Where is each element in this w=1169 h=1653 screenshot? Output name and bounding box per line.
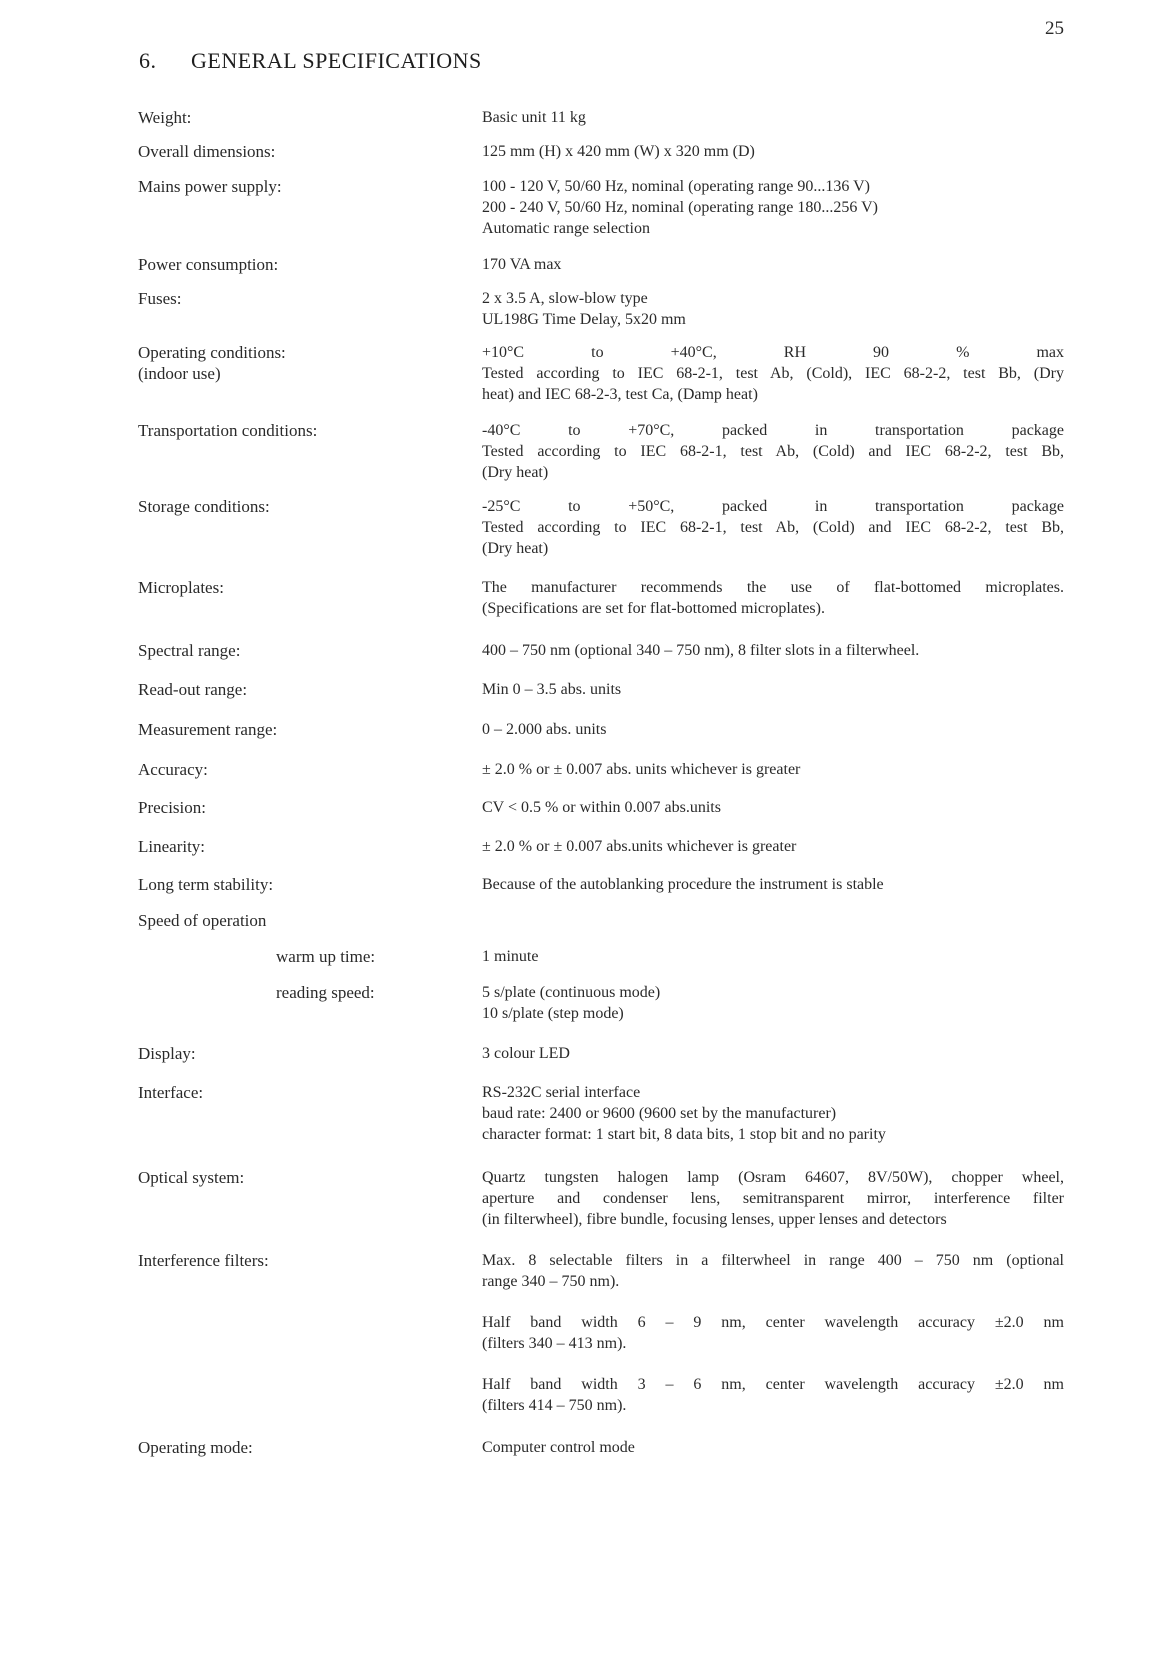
- spec-value-line: Tested according to IEC 68-2-1, test Ab, (Cold), IEC 68-2-2, test Bb, (Dry: [482, 365, 1064, 382]
- spec-value-line: Half band width 6 – 9 nm, center wavelength accuracy ±2.0 nm: [482, 1314, 1064, 1331]
- spec-label: Transportation conditions:: [138, 421, 318, 440]
- spec-value-line: The manufacturer recommends the use of flat-bottomed microplates.: [482, 579, 1064, 596]
- spec-value-line: character format: 1 start bit, 8 data bits, 1 stop bit and no parity: [482, 1126, 886, 1143]
- spec-value: [482, 107, 1064, 128]
- spec-label: Operating conditions: (indoor use): [138, 342, 438, 384]
- spec-value-line: RS-232C serial interface: [482, 1084, 641, 1101]
- spec-value-line: 125 mm (H) x 420 mm (W) x 320 mm (D): [482, 143, 755, 160]
- spec-label: Read-out range:: [138, 680, 248, 699]
- spec-label: Power consumption:: [138, 255, 279, 274]
- spec-sublabel: reading speed:: [276, 983, 375, 1002]
- spec-value-line: baud rate: 2400 or 9600 (9600 set by the manufacturer): [482, 1105, 837, 1122]
- spec-value-line: UL198G Time Delay, 5x20 mm: [482, 311, 686, 328]
- spec-value: [482, 288, 1064, 330]
- spec-value: [482, 1082, 1064, 1145]
- page-number: 25: [1045, 18, 1064, 39]
- spec-value-line: Automatic range selection: [482, 220, 650, 237]
- spec-value-line: 5 s/plate (continuous mode): [482, 984, 661, 1001]
- spec-value-line: aperture and condenser lens, semitransparent mirror, interference filter: [482, 1190, 1064, 1207]
- spec-value: [482, 1043, 1064, 1064]
- spec-label: Interference filters:: [138, 1251, 269, 1270]
- spec-sublabel: warm up time:: [276, 947, 376, 966]
- spec-value: [482, 496, 1064, 559]
- spec-value-line: Because of the autoblanking procedure the instrument is stable: [482, 876, 884, 893]
- spec-value: [482, 1437, 1064, 1458]
- spec-value: [482, 719, 1064, 740]
- spec-value: [482, 420, 1064, 483]
- spec-value-line: (Dry heat): [482, 464, 549, 481]
- spec-value: [482, 679, 1064, 700]
- spec-value-line: 3 colour LED: [482, 1045, 570, 1062]
- spec-value-line: 170 VA max: [482, 256, 562, 273]
- spec-label: Accuracy:: [138, 760, 208, 779]
- spec-value-line: Computer control mode: [482, 1439, 635, 1456]
- spec-label: Storage conditions:: [138, 497, 270, 516]
- spec-value-line: 1 minute: [482, 948, 539, 965]
- spec-value-line: CV < 0.5 % or within 0.007 abs.units: [482, 799, 721, 816]
- spec-label: Operating mode:: [138, 1438, 253, 1457]
- spec-value-line: (filters 414 – 750 nm).: [482, 1397, 627, 1414]
- spec-value: [482, 946, 1064, 967]
- spec-value: [482, 797, 1064, 818]
- spec-value-line: (in filterwheel), fibre bundle, focusing lenses, upper lenses and detectors: [482, 1211, 947, 1228]
- spec-label: Overall dimensions:: [138, 142, 276, 161]
- spec-value: [482, 342, 1064, 405]
- spec-label: Interface:: [138, 1083, 204, 1102]
- spec-value: [482, 577, 1064, 619]
- spec-value-line: Max. 8 selectable filters in a filterwheel in range 400 – 750 nm (optional: [482, 1252, 1064, 1269]
- spec-paragraph: [482, 1312, 1064, 1354]
- spec-value-line: Tested according to IEC 68-2-1, test Ab, (Cold) and IEC 68-2-2, test Bb,: [482, 519, 1064, 536]
- spec-value-line: 400 – 750 nm (optional 340 – 750 nm), 8 filter slots in a filterwheel.: [482, 642, 920, 659]
- spec-label: Linearity:: [138, 837, 206, 856]
- spec-value-line: 200 - 240 V, 50/60 Hz, nominal (operating range 180...256 V): [482, 199, 878, 216]
- spec-value: [482, 759, 1064, 780]
- spec-value-line: Quartz tungsten halogen lamp (Osram 64607, 8V/50W), chopper wheel,: [482, 1169, 1064, 1186]
- spec-label: Display:: [138, 1044, 196, 1063]
- spec-label: Weight:: [138, 108, 192, 127]
- spec-value: [482, 1250, 1064, 1416]
- spec-value-line: 10 s/plate (step mode): [482, 1005, 624, 1022]
- spec-value-line: 2 x 3.5 A, slow-blow type: [482, 290, 648, 307]
- spec-label: Fuses:: [138, 289, 182, 308]
- spec-value-line: range 340 – 750 nm).: [482, 1273, 620, 1290]
- spec-value: [482, 836, 1064, 857]
- spec-value: [482, 254, 1064, 275]
- spec-label: Measurement range:: [138, 720, 278, 739]
- spec-value: [482, 640, 1064, 661]
- spec-label-note: (indoor use): [138, 364, 221, 383]
- spec-label: Spectral range:: [138, 641, 241, 660]
- spec-value-line: 100 - 120 V, 50/60 Hz, nominal (operating range 90...136 V): [482, 178, 870, 195]
- spec-label: Speed of operation: [138, 911, 267, 930]
- spec-label: Mains power supply:: [138, 177, 282, 196]
- section-title: [139, 48, 482, 74]
- spec-value: [482, 141, 1064, 162]
- spec-value-line: heat) and IEC 68-2-3, test Ca, (Damp heat): [482, 386, 758, 403]
- spec-value: [482, 1167, 1064, 1230]
- spec-label: Microplates:: [138, 578, 224, 597]
- spec-value-line: ± 2.0 % or ± 0.007 abs. units whichever is greater: [482, 761, 801, 778]
- spec-value: [482, 176, 1064, 239]
- spec-value: [482, 874, 1064, 895]
- spec-value-line: ± 2.0 % or ± 0.007 abs.units whichever is greater: [482, 838, 797, 855]
- spec-value-line: Tested according to IEC 68-2-1, test Ab, (Cold) and IEC 68-2-2, test Bb,: [482, 443, 1064, 460]
- spec-paragraph: [482, 1374, 1064, 1416]
- spec-label: Optical system:: [138, 1168, 245, 1187]
- spec-value-line: -40°C to +70°C, packed in transportation package: [482, 422, 1064, 439]
- spec-label: Precision:: [138, 798, 206, 817]
- spec-value-line: +10°C to +40°C, RH 90 % max: [482, 344, 1064, 361]
- spec-value-line: (Specifications are set for flat-bottomed microplates).: [482, 600, 825, 617]
- spec-value-line: Min 0 – 3.5 abs. units: [482, 681, 622, 698]
- spec-value-line: -25°C to +50°C, packed in transportation package: [482, 498, 1064, 515]
- spec-value-line: (filters 340 – 413 nm).: [482, 1335, 627, 1352]
- spec-paragraph: [482, 1250, 1064, 1292]
- section-heading: GENERAL SPECIFICATIONS: [191, 48, 482, 73]
- section-number: 6.: [139, 48, 157, 73]
- spec-value-line: 0 – 2.000 abs. units: [482, 721, 607, 738]
- spec-label: Long term stability:: [138, 875, 274, 894]
- spec-value-line: (Dry heat): [482, 540, 549, 557]
- spec-value: [482, 982, 1064, 1024]
- spec-value-line: Basic unit 11 kg: [482, 109, 586, 126]
- spec-value-line: Half band width 3 – 6 nm, center wavelength accuracy ±2.0 nm: [482, 1376, 1064, 1393]
